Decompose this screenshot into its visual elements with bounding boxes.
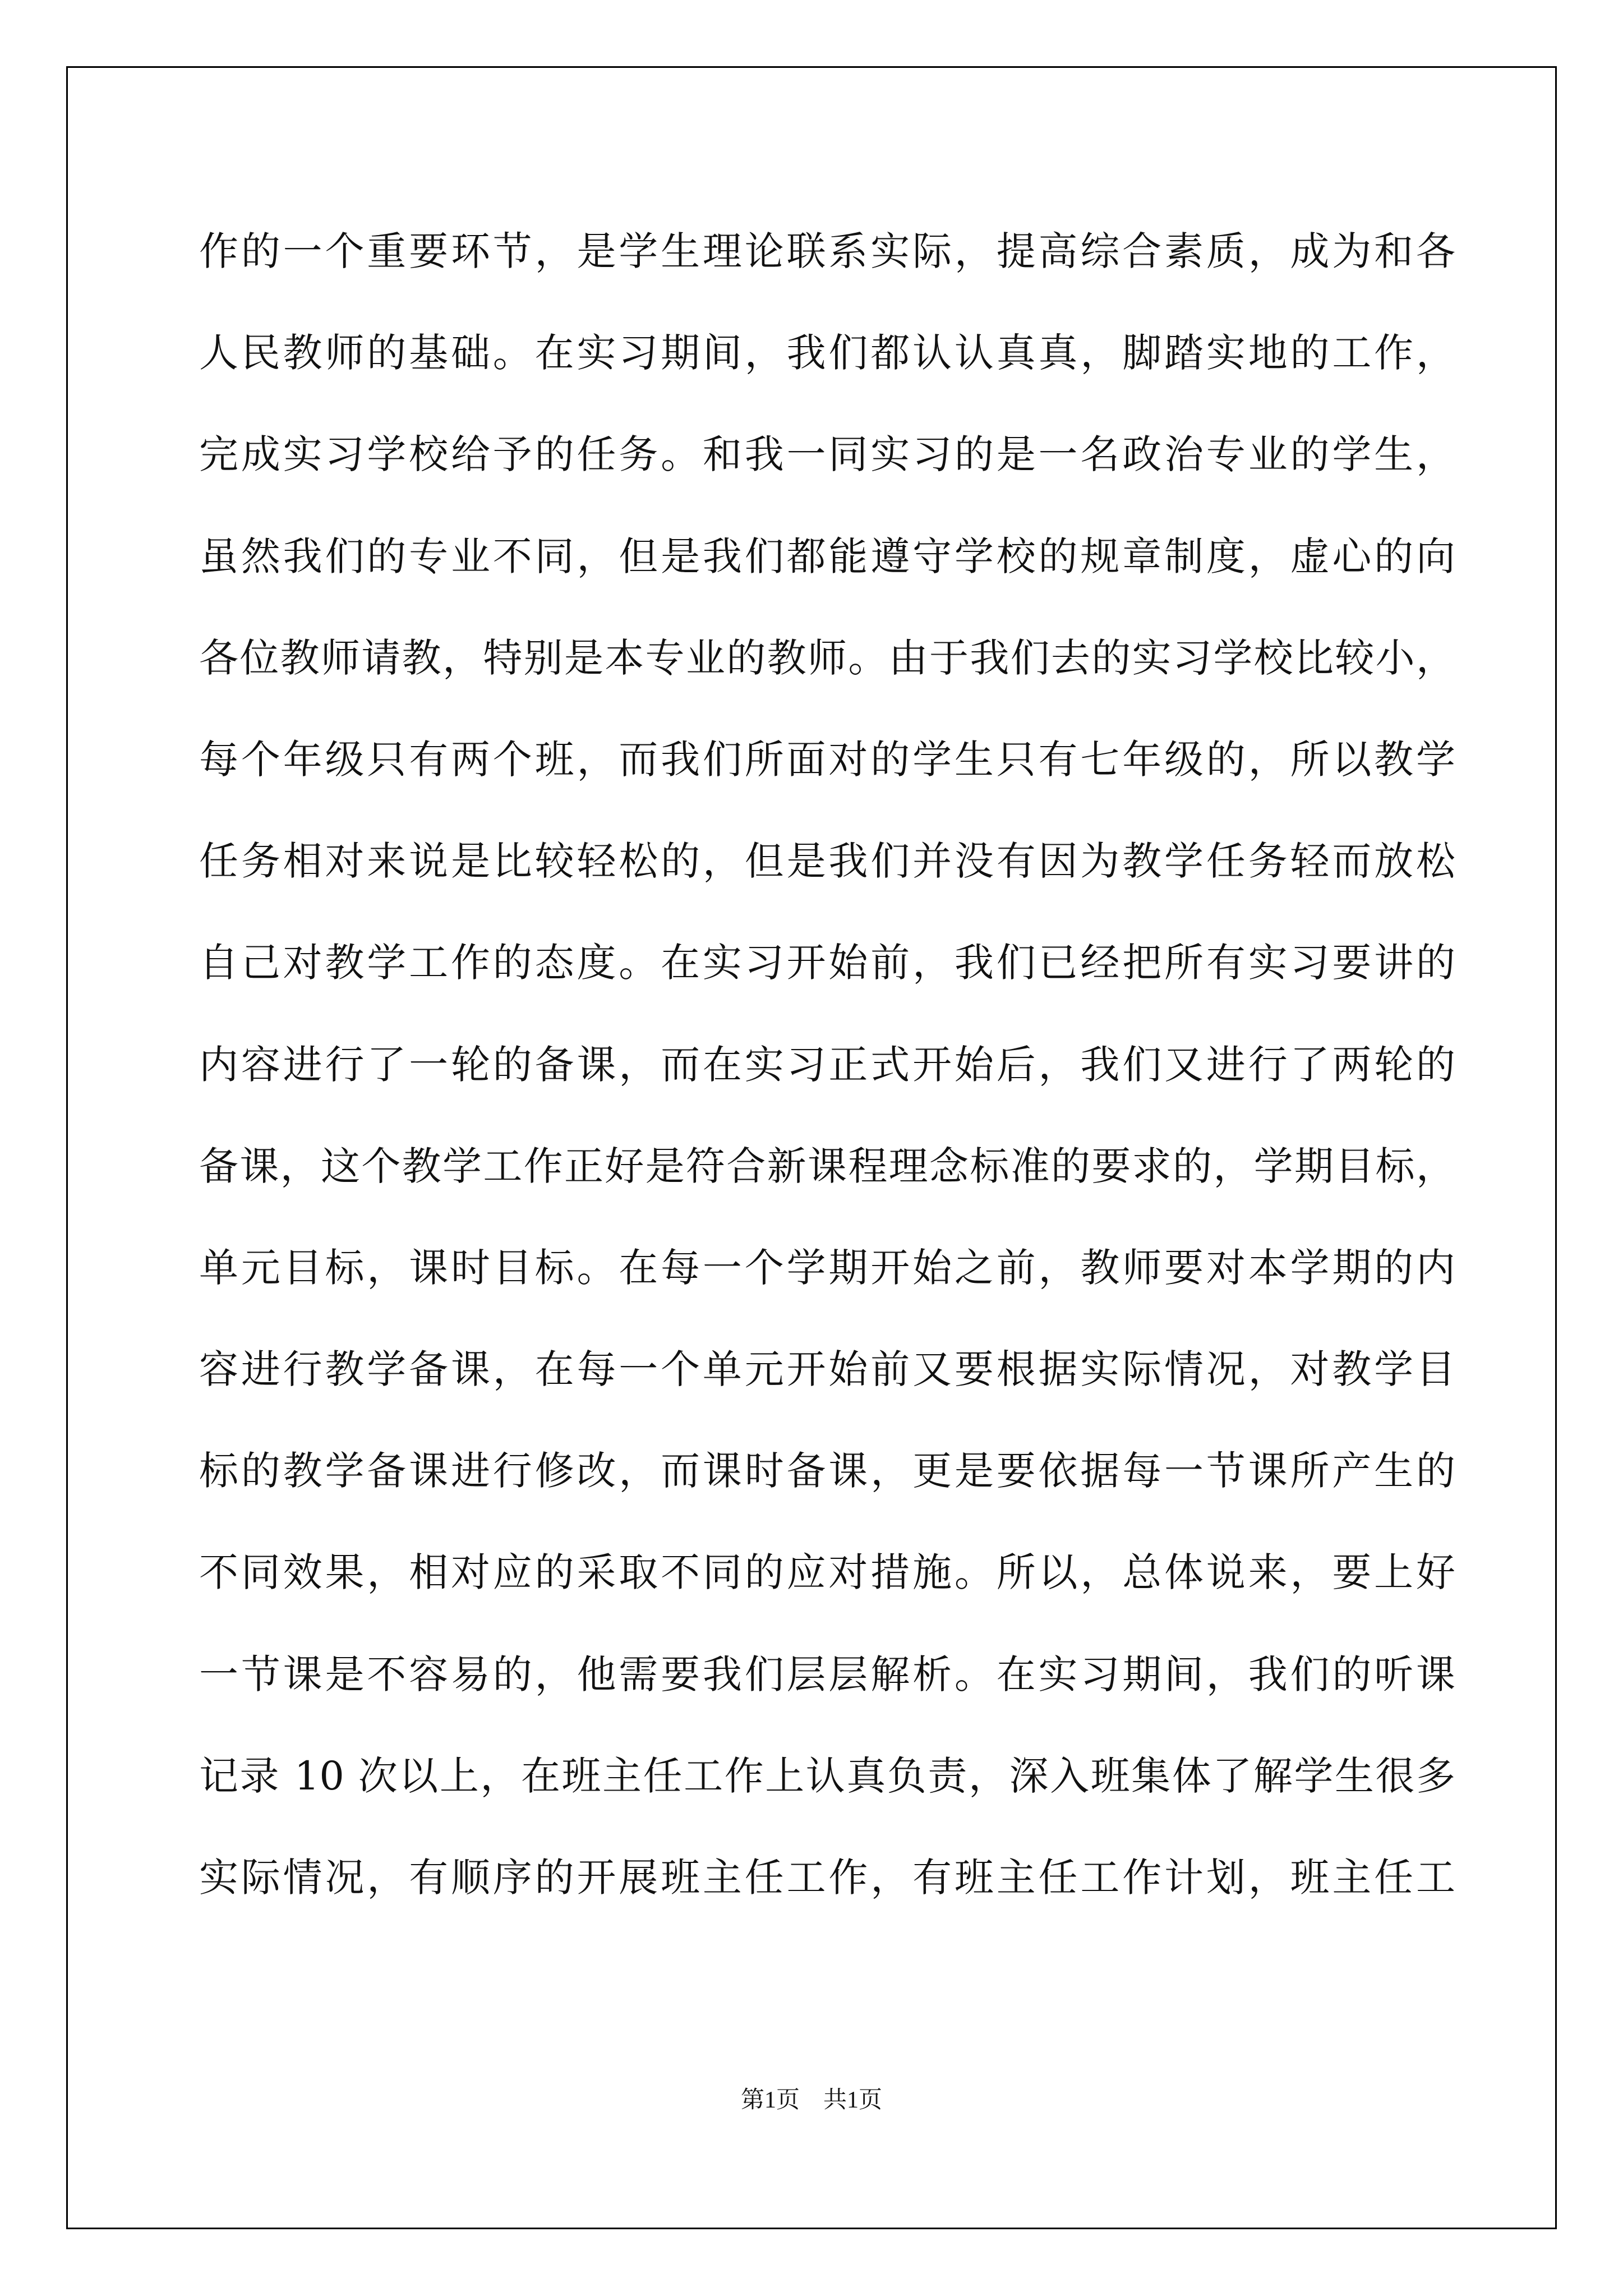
text-line: 虽然我们的专业不同，但是我们都能遵守学校的规章制度，虚心的向 — [199, 533, 1455, 579]
text-line: 一节课是不容易的，他需要我们层层解析。在实习期间，我们的听课 — [199, 1651, 1455, 1697]
text-line: 不同效果，相对应的采取不同的应对措施。所以，总体说来，要上好 — [199, 1549, 1455, 1596]
text-line: 每个年级只有两个班，而我们所面对的学生只有七年级的，所以教学 — [199, 736, 1455, 783]
text-line: 任务相对来说是比较轻松的，但是我们并没有因为教学任务轻而放松 — [199, 838, 1455, 885]
text-line: 容进行教学备课，在每一个单元开始前又要根据实际情况，对教学目 — [199, 1346, 1455, 1393]
text-line: 内容进行了一轮的备课，而在实习正式开始后，我们又进行了两轮的 — [199, 1041, 1455, 1088]
text-line: 完成实习学校给予的任务。和我一同实习的是一名政治专业的学生， — [199, 431, 1455, 478]
text-line: 标的教学备课进行修改，而课时备课，更是要依据每一节课所产生的 — [199, 1448, 1455, 1494]
text-line: 各位教师请教，特别是本专业的教师。由于我们去的实习学校比较小， — [199, 634, 1455, 681]
text-line: 备课，这个教学工作正好是符合新课程理念标准的要求的，学期目标， — [199, 1143, 1455, 1189]
text-line: 记录 10 次以上，在班主任工作上认真负责，深入班集体了解学生很多 — [199, 1752, 1455, 1799]
body-text — [199, 218, 1455, 1945]
text-line: 自己对教学工作的态度。在实习开始前，我们已经把所有实习要讲的 — [199, 940, 1455, 986]
text-line: 实际情况，有顺序的开展班主任工作，有班主任工作计划，班主任工 — [199, 1855, 1455, 1901]
page-number: 第1页 共1页 — [740, 2087, 882, 2113]
text-line: 作的一个重要环节，是学生理论联系实际，提高综合素质，成为和各 — [199, 228, 1455, 274]
text-line: 单元目标，课时目标。在每一个学期开始之前，教师要对本学期的内 — [199, 1244, 1455, 1291]
text-line: 人民教师的基础。在实习期间，我们都认认真真，脚踏实地的工作， — [199, 330, 1455, 376]
